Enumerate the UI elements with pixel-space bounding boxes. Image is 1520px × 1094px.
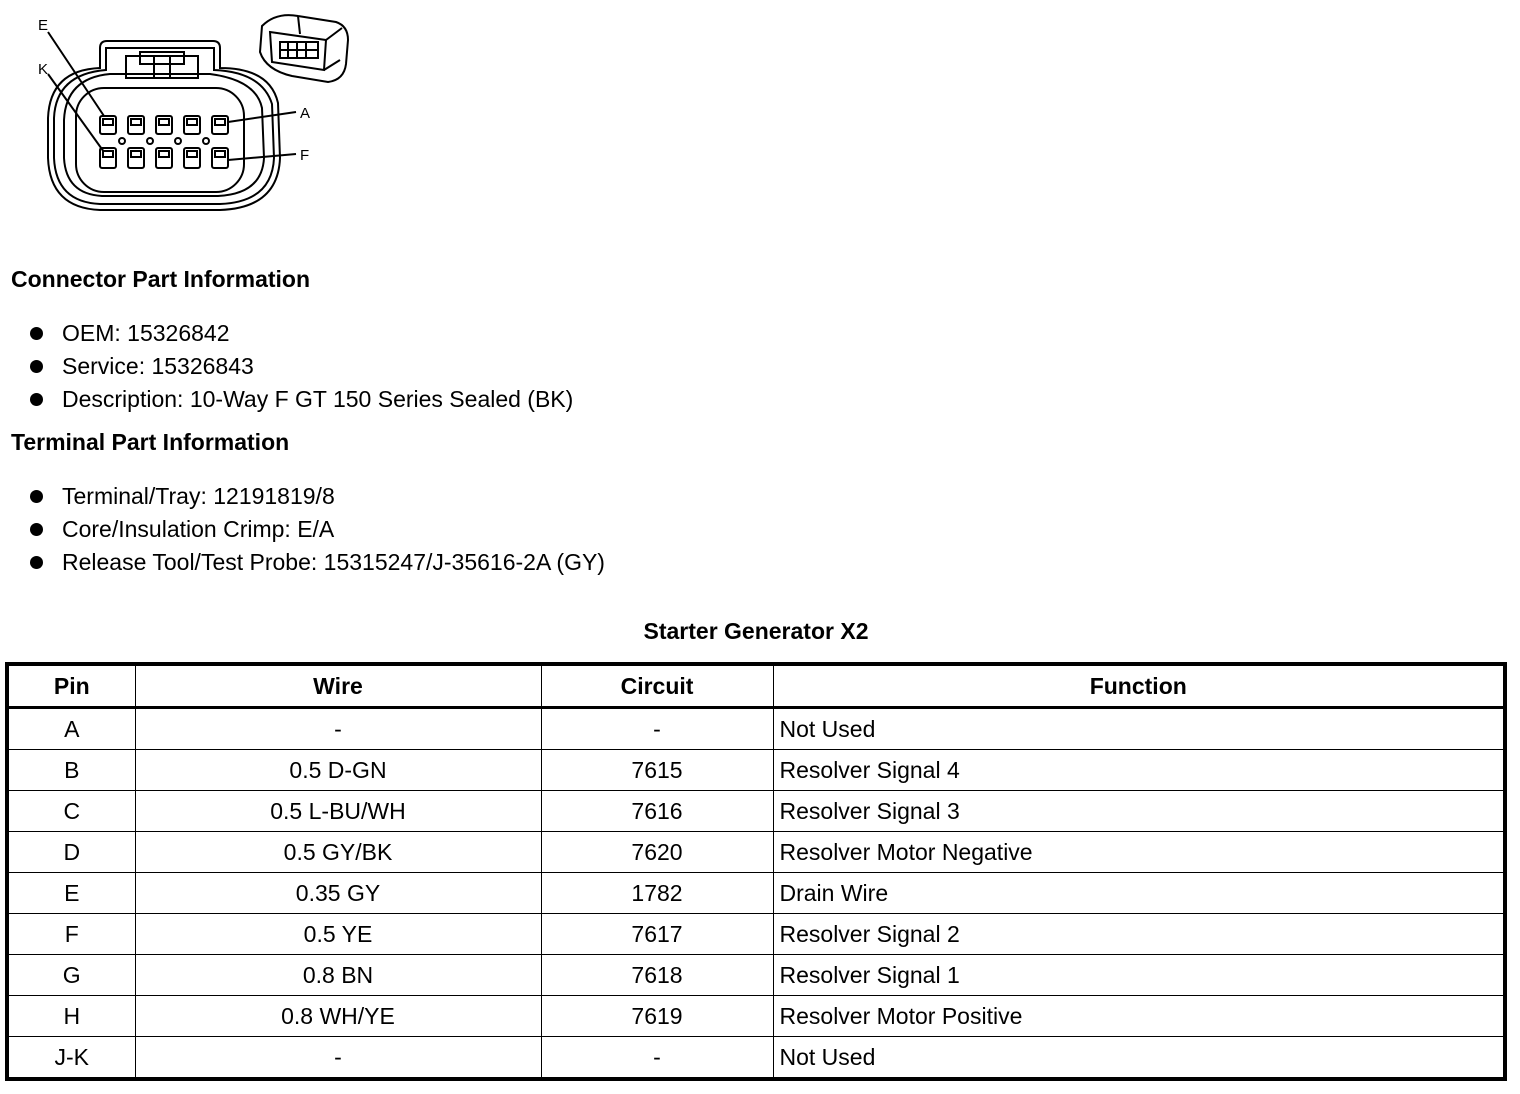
table-header-row	[7, 664, 1505, 708]
cell-wire: 0.5 GY/BK	[135, 832, 541, 873]
cell-pin: C	[7, 791, 135, 832]
cell-function: Resolver Signal 2	[773, 914, 1505, 955]
cell-function: Resolver Signal 3	[773, 791, 1505, 832]
callout-f: F	[300, 147, 310, 164]
cell-circuit: -	[541, 1037, 773, 1080]
cell-wire: 0.8 WH/YE	[135, 996, 541, 1037]
table-row	[7, 955, 1505, 996]
list-item: Description: 10-Way F GT 150 Series Sealed (BK)	[28, 383, 573, 416]
table-title: Starter Generator X2	[643, 618, 869, 644]
table-row	[7, 832, 1505, 873]
cell-circuit: 7620	[541, 832, 773, 873]
cell-function: Resolver Motor Positive	[773, 996, 1505, 1037]
cell-circuit: 7616	[541, 791, 773, 832]
cell-function: Not Used	[773, 708, 1505, 750]
cell-pin: E	[7, 873, 135, 914]
pinout-table	[5, 662, 1507, 1081]
cell-wire: 0.35 GY	[135, 873, 541, 914]
header-wire: Wire	[135, 664, 541, 708]
cell-pin: G	[7, 955, 135, 996]
connector-face	[76, 88, 244, 192]
cell-wire: 0.5 L-BU/WH	[135, 791, 541, 832]
connector-part-info-list	[28, 317, 573, 416]
callout-a: A	[300, 105, 311, 122]
callout-e: E	[38, 17, 49, 34]
table-row	[7, 708, 1505, 750]
header-pin: Pin	[7, 664, 135, 708]
terminal-part-info-list	[28, 480, 605, 579]
cell-function: Drain Wire	[773, 873, 1505, 914]
list-item: Core/Insulation Crimp: E/A	[28, 513, 605, 546]
table-row	[7, 914, 1505, 955]
cell-pin: H	[7, 996, 135, 1037]
cell-circuit: 1782	[541, 873, 773, 914]
cell-function: Resolver Signal 4	[773, 750, 1505, 791]
cell-circuit: 7617	[541, 914, 773, 955]
cell-pin: J-K	[7, 1037, 135, 1080]
cavity-row-bottom	[100, 148, 228, 168]
connector-iso-view	[260, 15, 348, 82]
cell-wire: 0.8 BN	[135, 955, 541, 996]
cell-circuit: 7618	[541, 955, 773, 996]
cell-function: Resolver Signal 1	[773, 955, 1505, 996]
cell-circuit: 7615	[541, 750, 773, 791]
leader-f	[228, 154, 296, 160]
cell-wire: -	[135, 708, 541, 750]
list-item: OEM: 15326842	[28, 317, 573, 350]
cell-pin: F	[7, 914, 135, 955]
list-item: Service: 15326843	[28, 350, 573, 383]
cell-pin: B	[7, 750, 135, 791]
cell-function: Resolver Motor Negative	[773, 832, 1505, 873]
cell-function: Not Used	[773, 1037, 1505, 1080]
table-row	[7, 791, 1505, 832]
table-row	[7, 873, 1505, 914]
cell-wire: -	[135, 1037, 541, 1080]
cell-wire: 0.5 D-GN	[135, 750, 541, 791]
callout-k: K	[38, 61, 49, 78]
list-item: Release Tool/Test Probe: 15315247/J-35616-2A (GY)	[28, 546, 605, 579]
cell-wire: 0.5 YE	[135, 914, 541, 955]
cell-pin: A	[7, 708, 135, 750]
cavity-row-top	[100, 116, 228, 134]
cell-circuit: -	[541, 708, 773, 750]
header-circuit: Circuit	[541, 664, 773, 708]
terminal-part-info-heading: Terminal Part Information	[11, 429, 290, 455]
connector-face-diagram	[30, 8, 370, 218]
connector-part-info-heading: Connector Part Information	[11, 266, 311, 292]
table-row	[7, 750, 1505, 791]
table-row	[7, 1037, 1505, 1080]
cell-pin: D	[7, 832, 135, 873]
cell-circuit: 7619	[541, 996, 773, 1037]
table-row	[7, 996, 1505, 1037]
list-item: Terminal/Tray: 12191819/8	[28, 480, 605, 513]
header-function: Function	[773, 664, 1505, 708]
